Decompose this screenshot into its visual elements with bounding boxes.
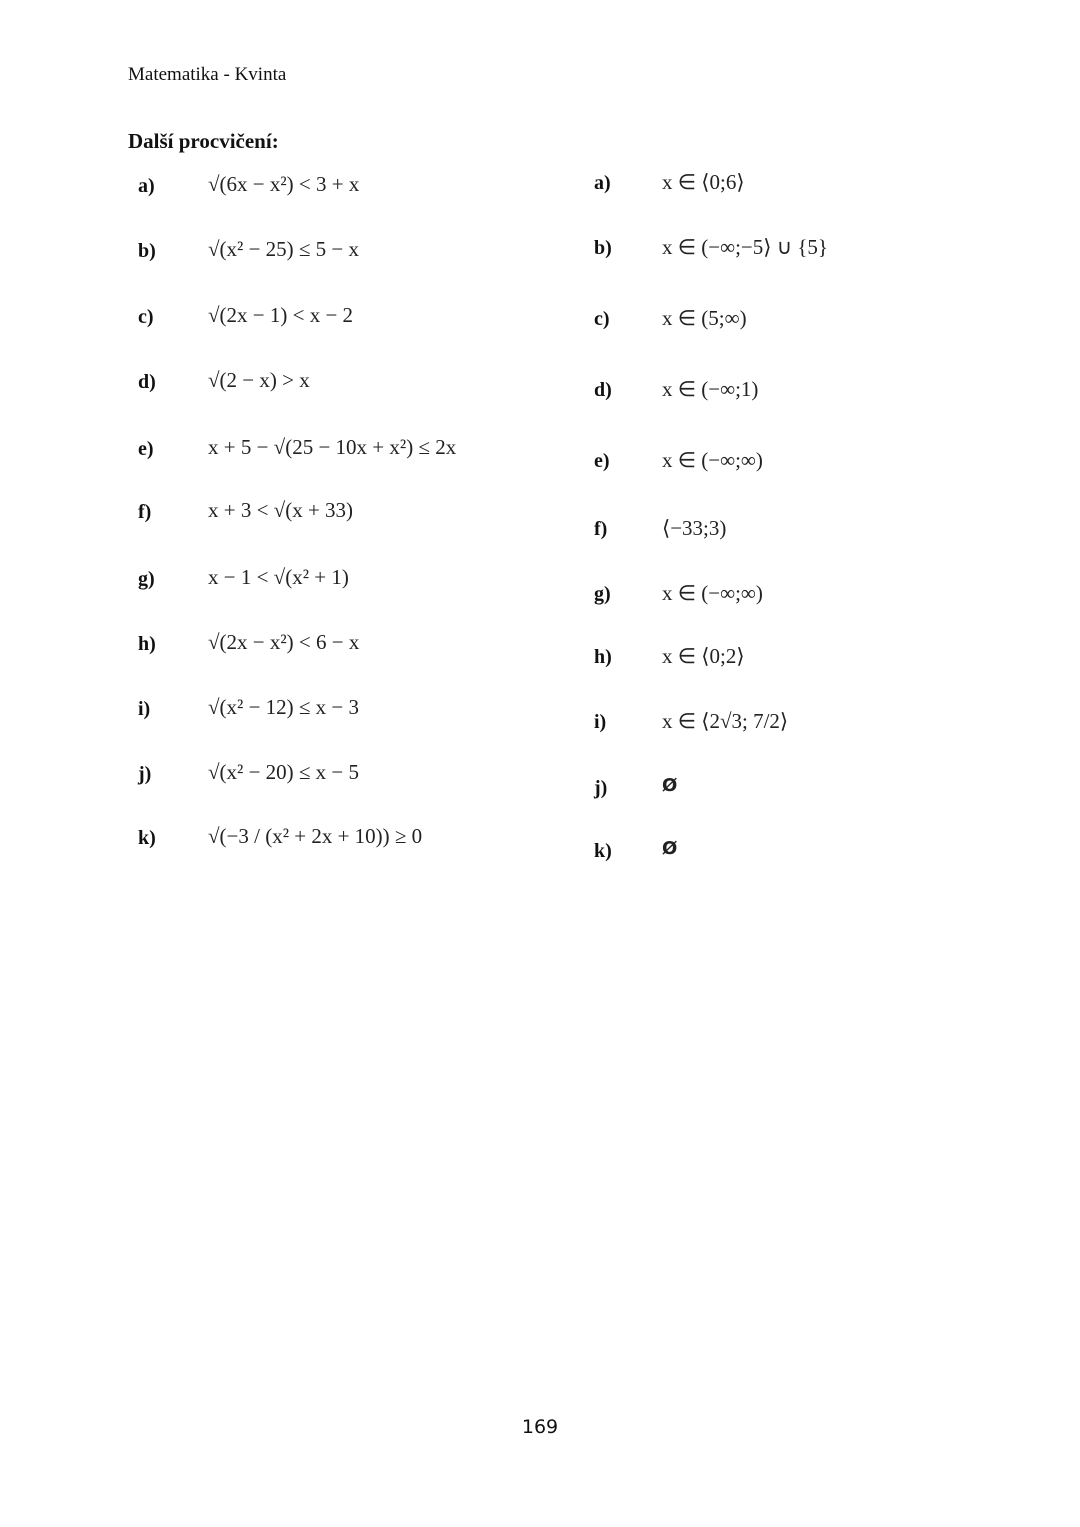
exercise-label: c) bbox=[138, 306, 154, 328]
exercise-expression: √(6x − x²) < 3 + x bbox=[208, 172, 360, 196]
exercise-label: j) bbox=[138, 763, 152, 785]
answer-expression: Ø bbox=[662, 775, 678, 796]
answer-expression: x ∈ ⟨0;2⟩ bbox=[662, 644, 745, 668]
exercise-label: g) bbox=[138, 568, 155, 590]
exercise-expression: x + 5 − √(25 − 10x + x²) ≤ 2x bbox=[208, 435, 457, 459]
answer-label: g) bbox=[594, 583, 611, 605]
answer-label: b) bbox=[594, 237, 612, 259]
exercise-expression: √(x² − 25) ≤ 5 − x bbox=[208, 237, 360, 261]
answer-expression: x ∈ (5;∞) bbox=[662, 306, 747, 330]
answer-expression: x ∈ (−∞;∞) bbox=[662, 448, 763, 472]
section-title: Další procvičení: bbox=[128, 129, 279, 153]
exercise-expression: √(x² − 12) ≤ x − 3 bbox=[208, 695, 360, 719]
exercise-label: h) bbox=[138, 633, 156, 655]
exercise-expression: x + 3 < √(x + 33) bbox=[208, 498, 354, 522]
answer-expression: x ∈ (−∞;1) bbox=[662, 377, 759, 401]
exercise-expression: x − 1 < √(x² + 1) bbox=[208, 565, 349, 589]
exercise-expression: √(2 − x) > x bbox=[208, 368, 310, 392]
page-header: Matematika - Kvinta bbox=[128, 64, 287, 85]
answer-label: a) bbox=[594, 172, 611, 194]
exercise-expression: √(x² − 20) ≤ x − 5 bbox=[208, 760, 360, 784]
answer-expression: x ∈ (−∞;−5⟩ ∪ {5} bbox=[662, 235, 829, 259]
answer-expression: x ∈ (−∞;∞) bbox=[662, 581, 763, 605]
answer-label: f) bbox=[594, 518, 608, 540]
answer-expression: x ∈ ⟨2√3; 7/2⟩ bbox=[662, 709, 789, 733]
answer-label: c) bbox=[594, 308, 610, 330]
exercise-expression: √(−3 / (x² + 2x + 10)) ≥ 0 bbox=[208, 824, 423, 848]
answer-expression: ⟨−33;3) bbox=[662, 516, 727, 540]
page-number: 169 bbox=[521, 1416, 559, 1438]
exercise-label: a) bbox=[138, 175, 155, 197]
answer-label: j) bbox=[594, 777, 608, 799]
answer-expression: x ∈ ⟨0;6⟩ bbox=[662, 170, 745, 194]
exercise-label: k) bbox=[138, 827, 156, 849]
exercise-label: i) bbox=[138, 698, 151, 720]
exercise-expression: √(2x − x²) < 6 − x bbox=[208, 630, 360, 654]
answer-expression: Ø bbox=[662, 838, 678, 859]
exercise-label: b) bbox=[138, 240, 156, 262]
answer-label: i) bbox=[594, 711, 607, 733]
answer-label: d) bbox=[594, 379, 612, 401]
exercise-label: d) bbox=[138, 371, 156, 393]
exercise-label: e) bbox=[138, 438, 154, 460]
answer-label: k) bbox=[594, 840, 612, 862]
answer-label: h) bbox=[594, 646, 612, 668]
answer-label: e) bbox=[594, 450, 610, 472]
exercise-label: f) bbox=[138, 501, 152, 523]
exercise-expression: √(2x − 1) < x − 2 bbox=[208, 303, 354, 327]
